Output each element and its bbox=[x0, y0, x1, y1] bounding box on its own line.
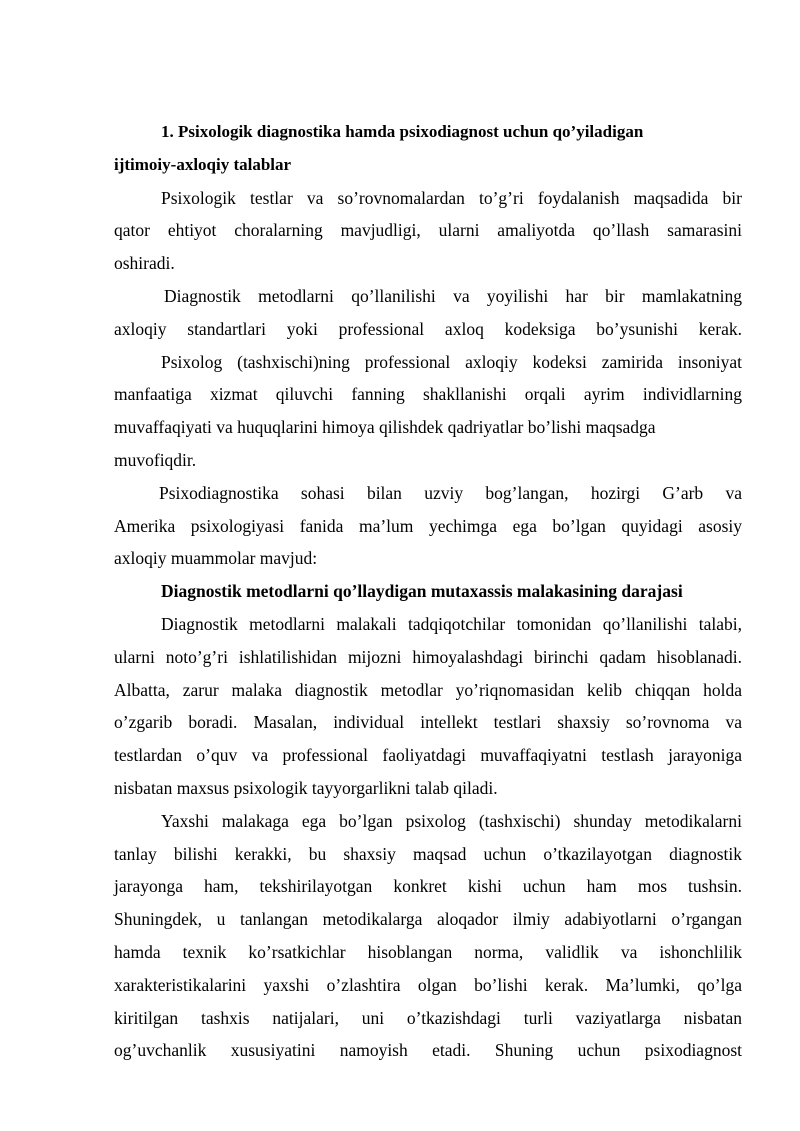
paragraph-2 bbox=[114, 280, 742, 346]
paragraph-4 bbox=[114, 477, 742, 575]
document-page bbox=[114, 116, 742, 1067]
paragraph-line: og’uvchanlik xususiyatini namoyish etadi. Shuning uchun psixodiagnost bbox=[114, 1040, 742, 1061]
section-heading-line-1: 1. Psixologik diagnostika hamda psixodiagnost uchun qo’yiladigan bbox=[161, 122, 644, 141]
paragraph-1 bbox=[114, 182, 742, 280]
paragraph-line: muvaffaqiyati va huquqlarini himoya qilishdek qadriyatlar bo’lishi maqsadga bbox=[114, 417, 656, 438]
paragraph-line: Diagnostik metodlarni qo’llanilishi va yoyilishi har bir mamlakatning bbox=[164, 285, 742, 306]
paragraph-line: o’zgarib boradi. Masalan, individual intellekt testlari shaxsiy so’rovnoma va bbox=[114, 712, 742, 733]
paragraph-line: Shuningdek, u tanlangan metodikalarga aloqador ilmiy adabiyotlarni o’rgangan bbox=[114, 909, 742, 930]
subheading: Diagnostik metodlarni qo’llaydigan mutaxassis malakasining darajasi bbox=[161, 581, 683, 602]
paragraph-5 bbox=[114, 608, 742, 805]
paragraph-line: qator ehtiyot choralarning mavjudligi, ularni amaliyotda qo’llash samarasini bbox=[114, 220, 742, 241]
paragraph-line: manfaatiga xizmat qiluvchi fanning shakllanishi orqali ayrim individlarning bbox=[114, 384, 742, 405]
paragraph-line: Diagnostik metodlarni malakali tadqiqotchilar tomonidan qo’llanilishi talabi, bbox=[161, 613, 742, 634]
paragraph-line: kiritilgan tashxis natijalari, uni o’tkazishdagi turli vaziyatlarga nisbatan bbox=[114, 1007, 742, 1028]
paragraph-line: jarayonga ham, tekshirilayotgan konkret kishi uchun ham mos tushsin. bbox=[114, 876, 742, 897]
paragraph-line: tanlay bilishi kerakki, bu shaxsiy maqsad uchun o’tkazilayotgan diagnostik bbox=[114, 843, 742, 864]
paragraph-line: Psixologik testlar va so’rovnomalardan to’g’ri foydalanish maqsadida bir bbox=[161, 187, 742, 208]
paragraph-line: axloqiy muammolar mavjud: bbox=[114, 548, 318, 569]
paragraph-line: Albatta, zarur malaka diagnostik metodlar yo’riqnomasidan kelib chiqqan holda bbox=[114, 679, 742, 700]
paragraph-line: axloqiy standartlari yoki professional axloq kodeksiga bo’ysunishi kerak. bbox=[114, 318, 742, 339]
paragraph-line: ularni noto’g’ri ishlatilishidan mijozni himoyalashdagi birinchi qadam hisoblanadi. bbox=[114, 646, 742, 667]
paragraph-line: Yaxshi malakaga ega bo’lgan psixolog (tashxischi) shunday metodikalarni bbox=[161, 810, 742, 831]
paragraph-line: Amerika psixologiyasi fanida ma’lum yechimga ega bo’lgan quyidagi asosiy bbox=[114, 515, 742, 536]
paragraph-line: Psixolog (tashxischi)ning professional axloqiy kodeksi zamirida insoniyat bbox=[161, 351, 742, 372]
paragraph-6 bbox=[114, 805, 742, 1067]
paragraph-3 bbox=[114, 346, 742, 477]
paragraph-line: nisbatan maxsus psixologik tayyorgarlikni talab qiladi. bbox=[114, 777, 498, 798]
paragraph-line: muvofiqdir. bbox=[114, 449, 197, 470]
paragraph-line: Psixodiagnostika sohasi bilan uzviy bog’langan, hozirgi G’arb va bbox=[159, 482, 742, 503]
section-heading-line-2: ijtimoiy-axloqiy talablar bbox=[114, 154, 292, 174]
paragraph-line: hamda texnik ko’rsatkichlar hisoblangan norma, validlik va ishonchlilik bbox=[114, 941, 742, 962]
paragraph-line: xarakteristikalarini yaxshi o’zlashtira olgan bo’lishi kerak. Ma’lumki, qo’lga bbox=[114, 974, 742, 995]
paragraph-line: oshiradi. bbox=[114, 253, 175, 274]
paragraph-line: testlardan o’quv va professional faoliyatdagi muvaffaqiyatni testlash jarayoniga bbox=[114, 745, 742, 766]
